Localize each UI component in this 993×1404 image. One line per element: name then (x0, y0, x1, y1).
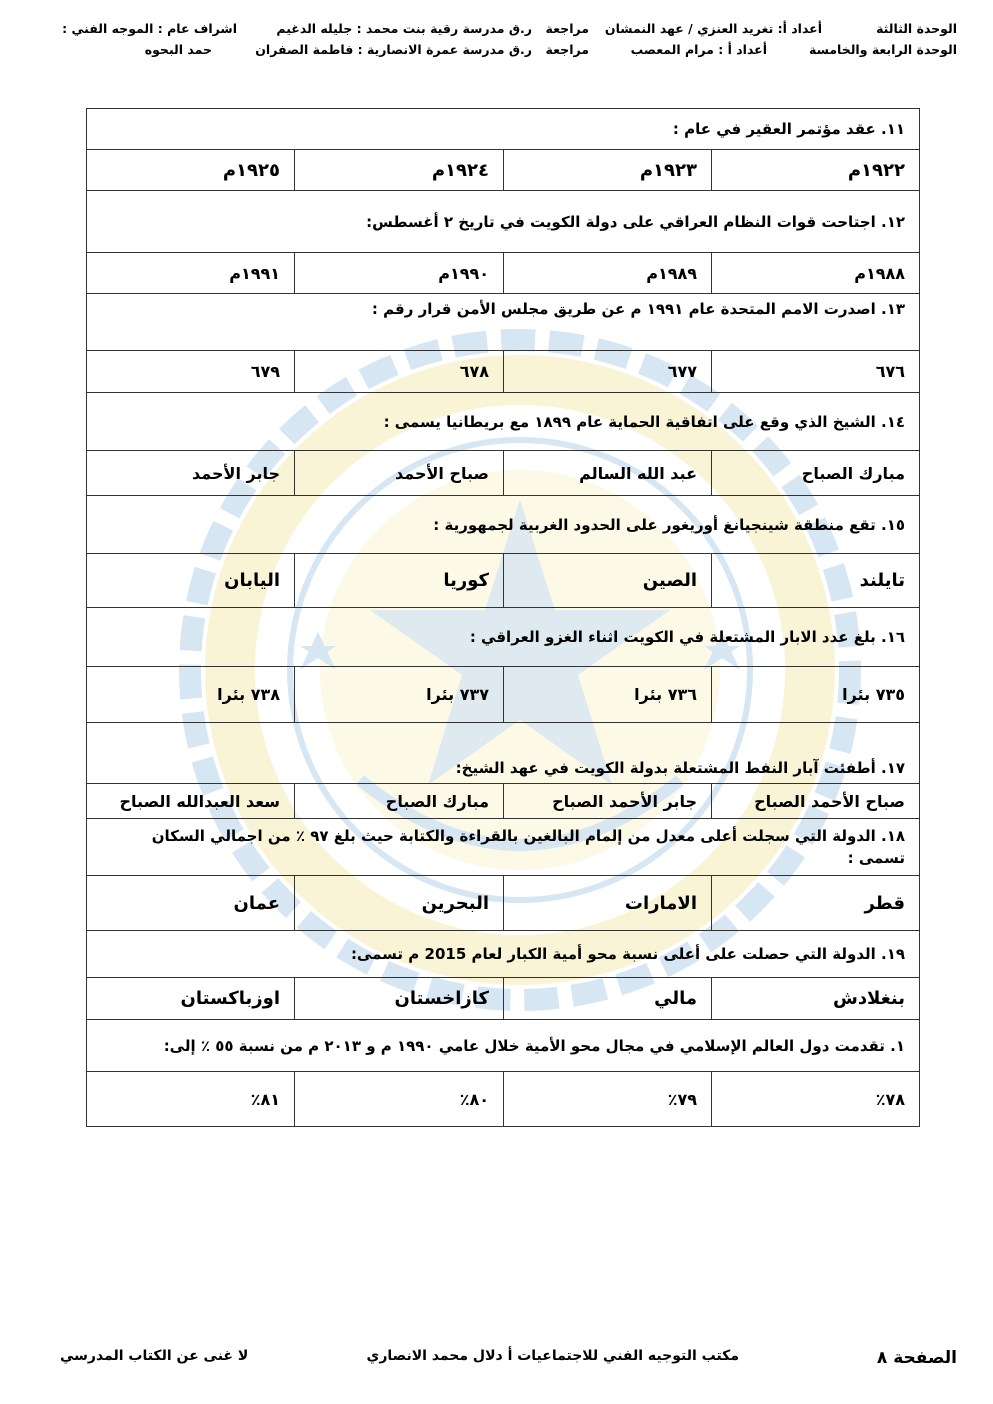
question-15-option-2: الصين (504, 554, 712, 608)
header-unit-4-5: الوحدة الرابعة والخامسة (809, 42, 957, 57)
question-19-option-1: بنغلادش (712, 978, 920, 1020)
header-reviewer-2: ر.ق مدرسة عمرة الانصارية : فاطمة الصفران (255, 42, 532, 57)
question-13-option-1: ٦٧٦ (712, 351, 920, 393)
question-16-option-1: ٧٣٥ بئرا (712, 667, 920, 723)
question-13-option-3: ٦٧٨ (295, 351, 504, 393)
question-20-option-2: ٧٩٪ (504, 1072, 712, 1127)
question-17-option-4: سعد العبدالله الصباح (87, 784, 295, 819)
header-reviewer-1: ر.ق مدرسة رقية بنت محمد : جليله الدغيم (276, 21, 532, 36)
question-20: ١. تقدمت دول العالم الإسلامي في مجال محو الأمية خلال عامي ١٩٩٠ م و ٢٠١٣ م من نسبة ٥٥ ٪ إلى: (87, 1020, 920, 1072)
page-header (40, 18, 957, 60)
question-12-option-2: ١٩٨٩م (504, 253, 712, 294)
question-17-option-1: صباح الأحمد الصباح (712, 784, 920, 819)
question-14-option-3: صباح الأحمد (295, 451, 504, 496)
question-15-option-1: تايلند (712, 554, 920, 608)
footer-office: مكتب التوجيه الفني للاجتماعيات أ دلال محمد الانصاري (366, 1348, 739, 1364)
footer-note: لا غنى عن الكتاب المدرسي (60, 1348, 249, 1364)
question-11-option-1: ١٩٢٢م (712, 150, 920, 191)
question-19-option-4: اوزباكستان (87, 978, 295, 1020)
question-16-option-4: ٧٣٨ بئرا (87, 667, 295, 723)
question-19: ١٩. الدولة التي حصلت على أعلى نسبة محو أمية الكبار لعام 2015 م تسمى: (87, 931, 920, 978)
question-15-option-4: اليابان (87, 554, 295, 608)
header-review-2: مراجعة (545, 42, 589, 57)
header-supervision: اشراف عام : الموجه الفني : (62, 21, 237, 36)
question-16-option-2: ٧٣٦ بئرا (504, 667, 712, 723)
page-footer (60, 1348, 957, 1374)
header-prepared-2: أعداد أ : مرام المعصب (630, 42, 767, 57)
question-18-option-2: الامارات (504, 876, 712, 931)
question-13-option-4: ٦٧٩ (87, 351, 295, 393)
question-17-option-3: مبارك الصباح (295, 784, 504, 819)
question-14-option-1: مبارك الصباح (712, 451, 920, 496)
question-14: ١٤. الشيخ الذي وقع على اتفاقية الحماية عام ١٨٩٩ مع بريطانيا يسمى : (87, 393, 920, 451)
question-16-option-3: ٧٣٧ بئرا (295, 667, 504, 723)
question-17-option-2: جابر الأحمد الصباح (504, 784, 712, 819)
question-15-option-3: كوريا (295, 554, 504, 608)
question-20-option-3: ٨٠٪ (295, 1072, 504, 1127)
question-14-option-2: عبد الله السالم (504, 451, 712, 496)
page-number: الصفحة ٨ (876, 1348, 957, 1368)
question-13-option-2: ٦٧٧ (504, 351, 712, 393)
question-11-option-4: ١٩٢٥م (87, 150, 295, 191)
question-17: ١٧. أطفئت آبار النفط المشتعلة بدولة الكويت في عهد الشيخ: (87, 723, 920, 784)
question-18: ١٨. الدولة التي سجلت أعلى معدل من إلمام البالغين بالقراءة والكتابة حيث بلغ ٩٧ ٪ من اجمالي السكان تسمى : (87, 819, 920, 876)
header-review-1: مراجعة (545, 21, 589, 36)
question-12: ١٢. اجتاحت قوات النظام العراقي على دولة الكويت في تاريخ ٢ أغسطس: (87, 191, 920, 253)
header-unit-3: الوحدة الثالثة (876, 21, 957, 36)
question-12-option-3: ١٩٩٠م (295, 253, 504, 294)
question-12-option-4: ١٩٩١م (87, 253, 295, 294)
question-11: ١١. عقد مؤتمر العقير في عام : (87, 109, 920, 150)
question-15: ١٥. تقع منطقة شينجيانغ أوريغور على الحدود الغربية لجمهورية : (87, 496, 920, 554)
question-18-option-1: قطر (712, 876, 920, 931)
question-12-option-1: ١٩٨٨م (712, 253, 920, 294)
header-row-2 (40, 39, 957, 60)
question-11-option-2: ١٩٢٣م (504, 150, 712, 191)
question-18-option-3: البحرين (295, 876, 504, 931)
question-20-option-4: ٨١٪ (87, 1072, 295, 1127)
question-11-option-3: ١٩٢٤م (295, 150, 504, 191)
questions-table (86, 108, 920, 1127)
question-18-option-4: عمان (87, 876, 295, 931)
question-20-option-1: ٧٨٪ (712, 1072, 920, 1127)
question-19-option-3: كازاخستان (295, 978, 504, 1020)
header-row-1 (40, 18, 957, 39)
question-16: ١٦. بلغ عدد الابار المشتعلة في الكويت اثناء الغزو العراقي : (87, 608, 920, 667)
header-prepared-1: أعداد أ: تغريد العنزي / عهد النمشان (604, 21, 822, 36)
question-19-option-2: مالي (504, 978, 712, 1020)
question-13: ١٣. اصدرت الامم المتحدة عام ١٩٩١ م عن طريق مجلس الأمن قرار رقم : (87, 294, 920, 351)
question-14-option-4: جابر الأحمد (87, 451, 295, 496)
header-supervisor-name: حمد البحوه (144, 42, 212, 57)
